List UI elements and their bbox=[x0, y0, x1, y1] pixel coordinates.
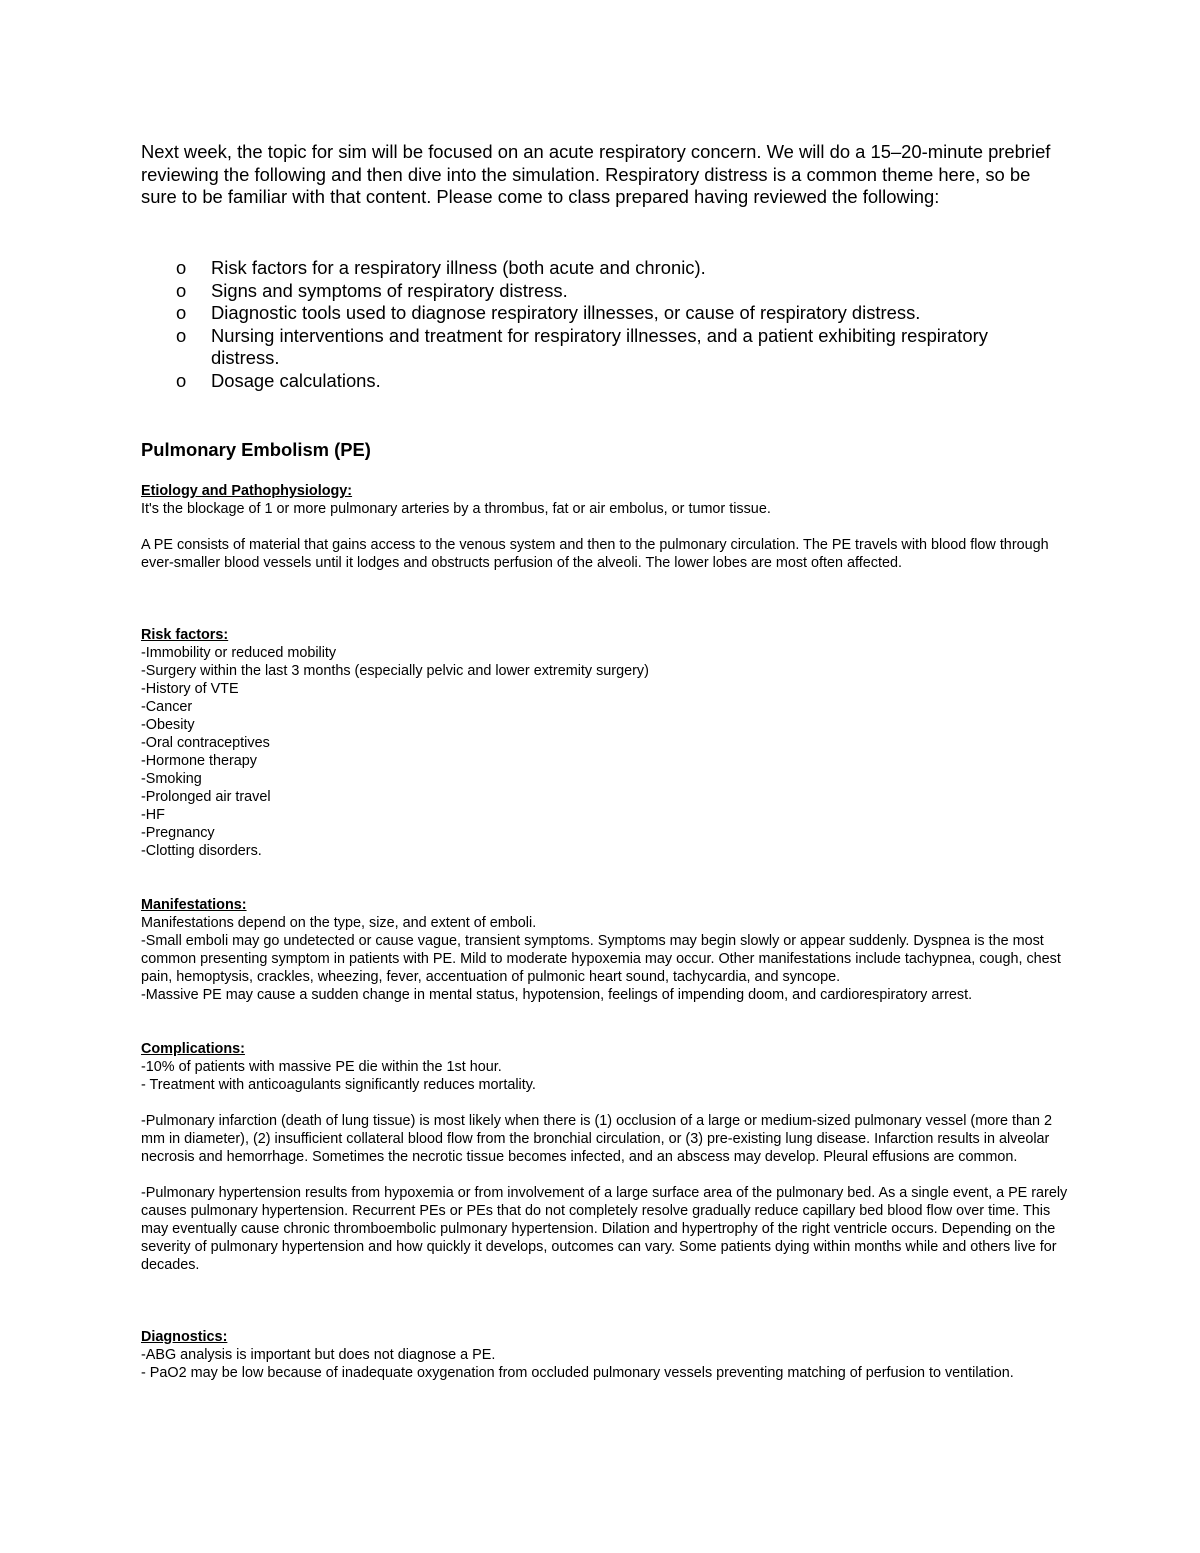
diagnostics-title: Diagnostics: bbox=[141, 1329, 228, 1345]
etiology-definition: It's the blockage of 1 or more pulmonary arteries by a thrombus, fat or air embolus, or tumor tissue. bbox=[141, 501, 771, 517]
etiology-title: Etiology and Pathophysiology: bbox=[141, 483, 353, 499]
list-item-text: Dosage calculations. bbox=[211, 369, 381, 391]
risk-factors-title: Risk factors: bbox=[141, 627, 229, 643]
manifestations-line: -Massive PE may cause a sudden change in mental status, hypotension, feelings of impending doom, and cardiorespiratory arrest. bbox=[141, 987, 973, 1003]
risk-factor-item: -History of VTE bbox=[141, 681, 239, 697]
list-item bbox=[176, 280, 1056, 303]
risk-factor-item: -Hormone therapy bbox=[141, 753, 257, 769]
bullet-marker: o bbox=[176, 279, 187, 301]
intro-paragraph: Next week, the topic for sim will be focused on an acute respiratory concern. We will do a 15–20-minute prebrief reviewing the following and then dive into the simulation. Respiratory distress is a common theme here, so be sure to be familiar with that content. Please come to class prepared having reviewed the following: bbox=[141, 141, 1051, 207]
complications-title: Complications: bbox=[141, 1041, 245, 1057]
review-list bbox=[176, 257, 1056, 392]
risk-factor-item: -Immobility or reduced mobility bbox=[141, 645, 337, 661]
section-heading: Pulmonary Embolism (PE) bbox=[141, 439, 371, 460]
risk-factor-item: -Obesity bbox=[141, 717, 195, 733]
list-item-text: Signs and symptoms of respiratory distress. bbox=[211, 279, 568, 301]
risk-factor-item: -Cancer bbox=[141, 699, 193, 715]
diagnostics-section bbox=[141, 1328, 1071, 1382]
risk-factor-item: -Clotting disorders. bbox=[141, 843, 262, 859]
complications-section bbox=[141, 1040, 1071, 1274]
manifestations-line: Manifestations depend on the type, size, and extent of emboli. bbox=[141, 915, 537, 931]
risk-factors-section bbox=[141, 626, 1071, 860]
diagnostics-line: - PaO2 may be low because of inadequate oxygenation from occluded pulmonary vessels preventing matching of perfusion to ventilation. bbox=[141, 1365, 1014, 1381]
manifestations-title: Manifestations: bbox=[141, 897, 247, 913]
list-item bbox=[176, 257, 1056, 280]
etiology-paragraph: A PE consists of material that gains access to the venous system and then to the pulmonary circulation. The PE travels with blood flow through ever-smaller blood vessels until it lodges and obstructs perfusion of the alveoli. The lower lobes are most often affected. bbox=[141, 537, 1049, 571]
manifestations-section bbox=[141, 896, 1071, 1004]
risk-factor-item: -Oral contraceptives bbox=[141, 735, 270, 751]
bullet-marker: o bbox=[176, 257, 187, 278]
complications-line: -10% of patients with massive PE die within the 1st hour. bbox=[141, 1059, 502, 1075]
pulmonary-hypertension-paragraph: -Pulmonary hypertension results from hypoxemia or from involvement of a large surface area of the pulmonary bed. As a single event, a PE rarely causes pulmonary hypertension. Recurrent PEs or PEs that do not completely resolve gradually reduce capillary bed blood flow over time. This may eventually cause chronic thromboembolic pulmonary hypertension. Dilation and hypertrophy of the right ventricle occurs. Depending on the severity of pulmonary hypertension and how quickly it develops, outcomes can vary. Some patients dying within months while and others live for decades. bbox=[141, 1185, 1068, 1273]
complications-line: - Treatment with anticoagulants significantly reduces mortality. bbox=[141, 1077, 536, 1093]
risk-factor-item: -Pregnancy bbox=[141, 825, 215, 841]
etiology-section bbox=[141, 482, 1071, 572]
pulmonary-infarction-paragraph: -Pulmonary infarction (death of lung tissue) is most likely when there is (1) occlusion of a large or medium-sized pulmonary vessel (more than 2 mm in diameter), (2) insufficient collateral blood flow from the bronchial circulation, or (3) pre-existing lung disease. Infarction results in alveolar necrosis and hemorrhage. Sometimes the necrotic tissue becomes infected, and an abscess may develop. Pleural effusions are common. bbox=[141, 1113, 1053, 1165]
risk-factor-item: -Prolonged air travel bbox=[141, 789, 271, 805]
manifestations-line: -Small emboli may go undetected or cause vague, transient symptoms. Symptoms may begin slowly or appear suddenly. Dyspnea is the most common presenting symptom in patients with PE. Mild to moderate hypoxemia may occur. Other manifestations include tachypnea, cough, chest pain, hemoptysis, crackles, wheezing, fever, accentuation of pulmonic heart sound, tachycardia, and syncope. bbox=[141, 933, 1061, 985]
list-item bbox=[176, 325, 1056, 370]
list-item-text: Nursing interventions and treatment for respiratory illnesses, and a patient exhibiting respiratory distress. bbox=[211, 324, 988, 368]
list-item-text: Diagnostic tools used to diagnose respiratory illnesses, or cause of respiratory distress. bbox=[211, 302, 921, 323]
bullet-marker: o bbox=[176, 324, 187, 346]
list-item bbox=[176, 370, 1056, 393]
list-item-text: Risk factors for a respiratory illness (both acute and chronic). bbox=[211, 257, 706, 278]
bullet-marker: o bbox=[176, 302, 187, 323]
list-item bbox=[176, 302, 1056, 325]
risk-factor-item: -Surgery within the last 3 months (especially pelvic and lower extremity surgery) bbox=[141, 663, 649, 679]
risk-factor-item: -HF bbox=[141, 807, 165, 823]
risk-factor-item: -Smoking bbox=[141, 771, 202, 787]
diagnostics-line: -ABG analysis is important but does not diagnose a PE. bbox=[141, 1347, 496, 1363]
bullet-marker: o bbox=[176, 369, 187, 391]
